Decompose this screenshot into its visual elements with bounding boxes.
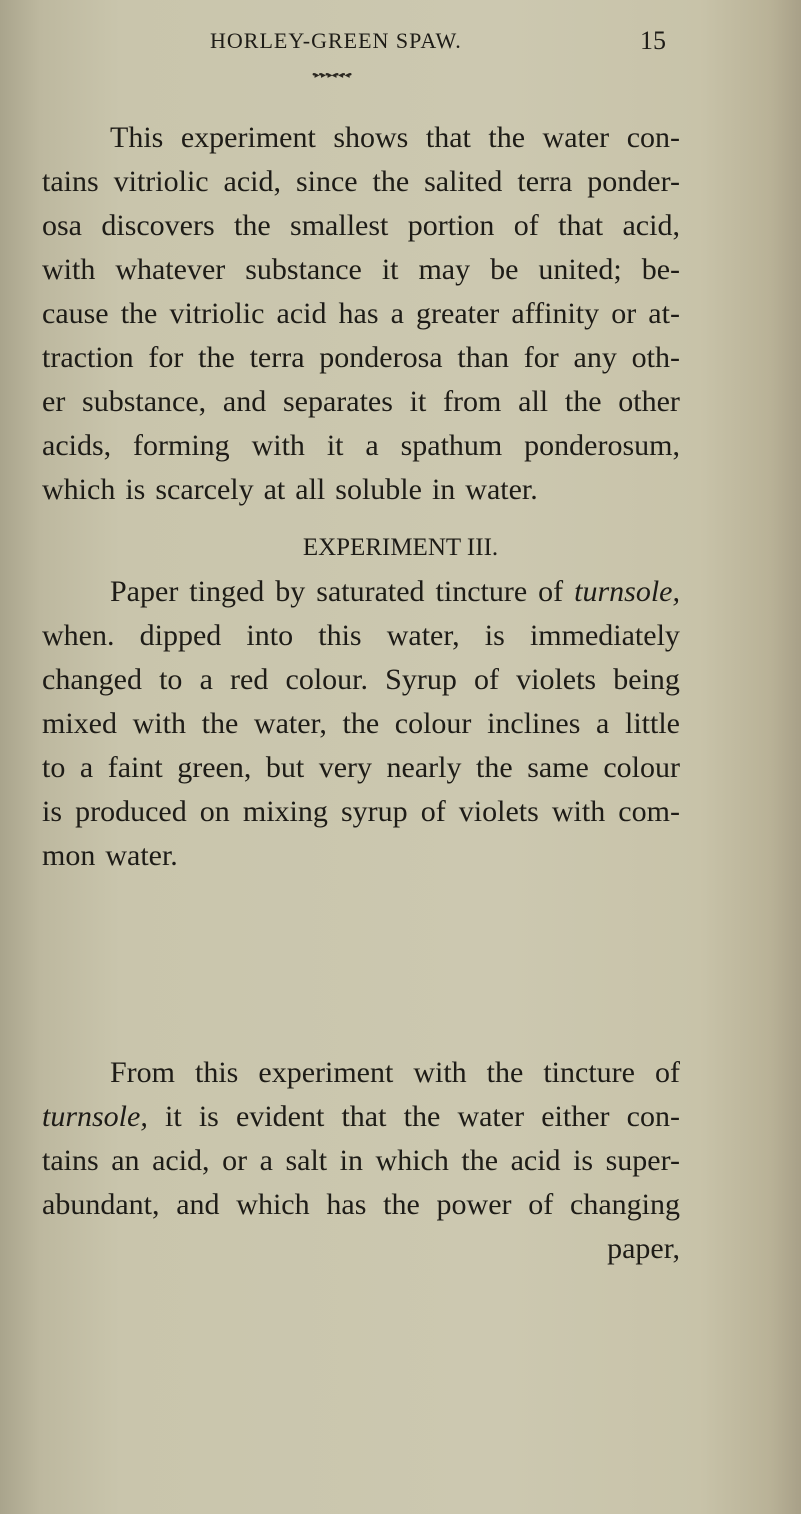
text-line: This experiment shows that the water con- [110,121,680,154]
section-heading: EXPERIMENT III. [302,534,499,561]
ornament-rule: •▸•▸•▸◂•◂•◂• [312,70,352,81]
text-line: tains vitriolic acid, since the salited terra ponder- [42,165,680,198]
text-line: er substance, and separates it from all the other [42,385,680,418]
running-head [0,22,801,62]
text-line: Paper tinged by saturated tincture of turnsole, [110,575,680,608]
catchword: paper, [607,1232,680,1265]
text-line: changed to a red colour. Syrup of violets being [42,663,680,696]
text-line: osa discovers the smallest portion of that acid, [42,209,680,242]
text-line: which is scarcely at all soluble in water. [42,473,538,506]
text-line: turnsole, it is evident that the water either con- [42,1100,680,1133]
text-line: mixed with the water, the colour inclines a little [42,707,680,740]
text-line: when. dipped into this water, is immediately [42,619,680,652]
text-line: From this experiment with the tincture of [110,1056,680,1089]
text-line: with whatever substance it may be united; be- [42,253,680,286]
running-head-title: HORLEY-GREEN SPAW. [210,28,462,53]
text-line: mon water. [42,839,178,872]
text-line: cause the vitriolic acid has a greater affinity or at- [42,297,680,330]
page-number: 15 [640,26,666,55]
text-line: tains an acid, or a salt in which the acid is super- [42,1144,680,1177]
text-line: acids, forming with it a spathum ponderosum, [42,429,680,462]
text-line: traction for the terra ponderosa than for any oth- [42,341,680,374]
text-line: abundant, and which has the power of changing [42,1188,680,1221]
text-line: to a faint green, but very nearly the same colour [42,751,680,784]
text-line: is produced on mixing syrup of violets with com- [42,795,680,828]
